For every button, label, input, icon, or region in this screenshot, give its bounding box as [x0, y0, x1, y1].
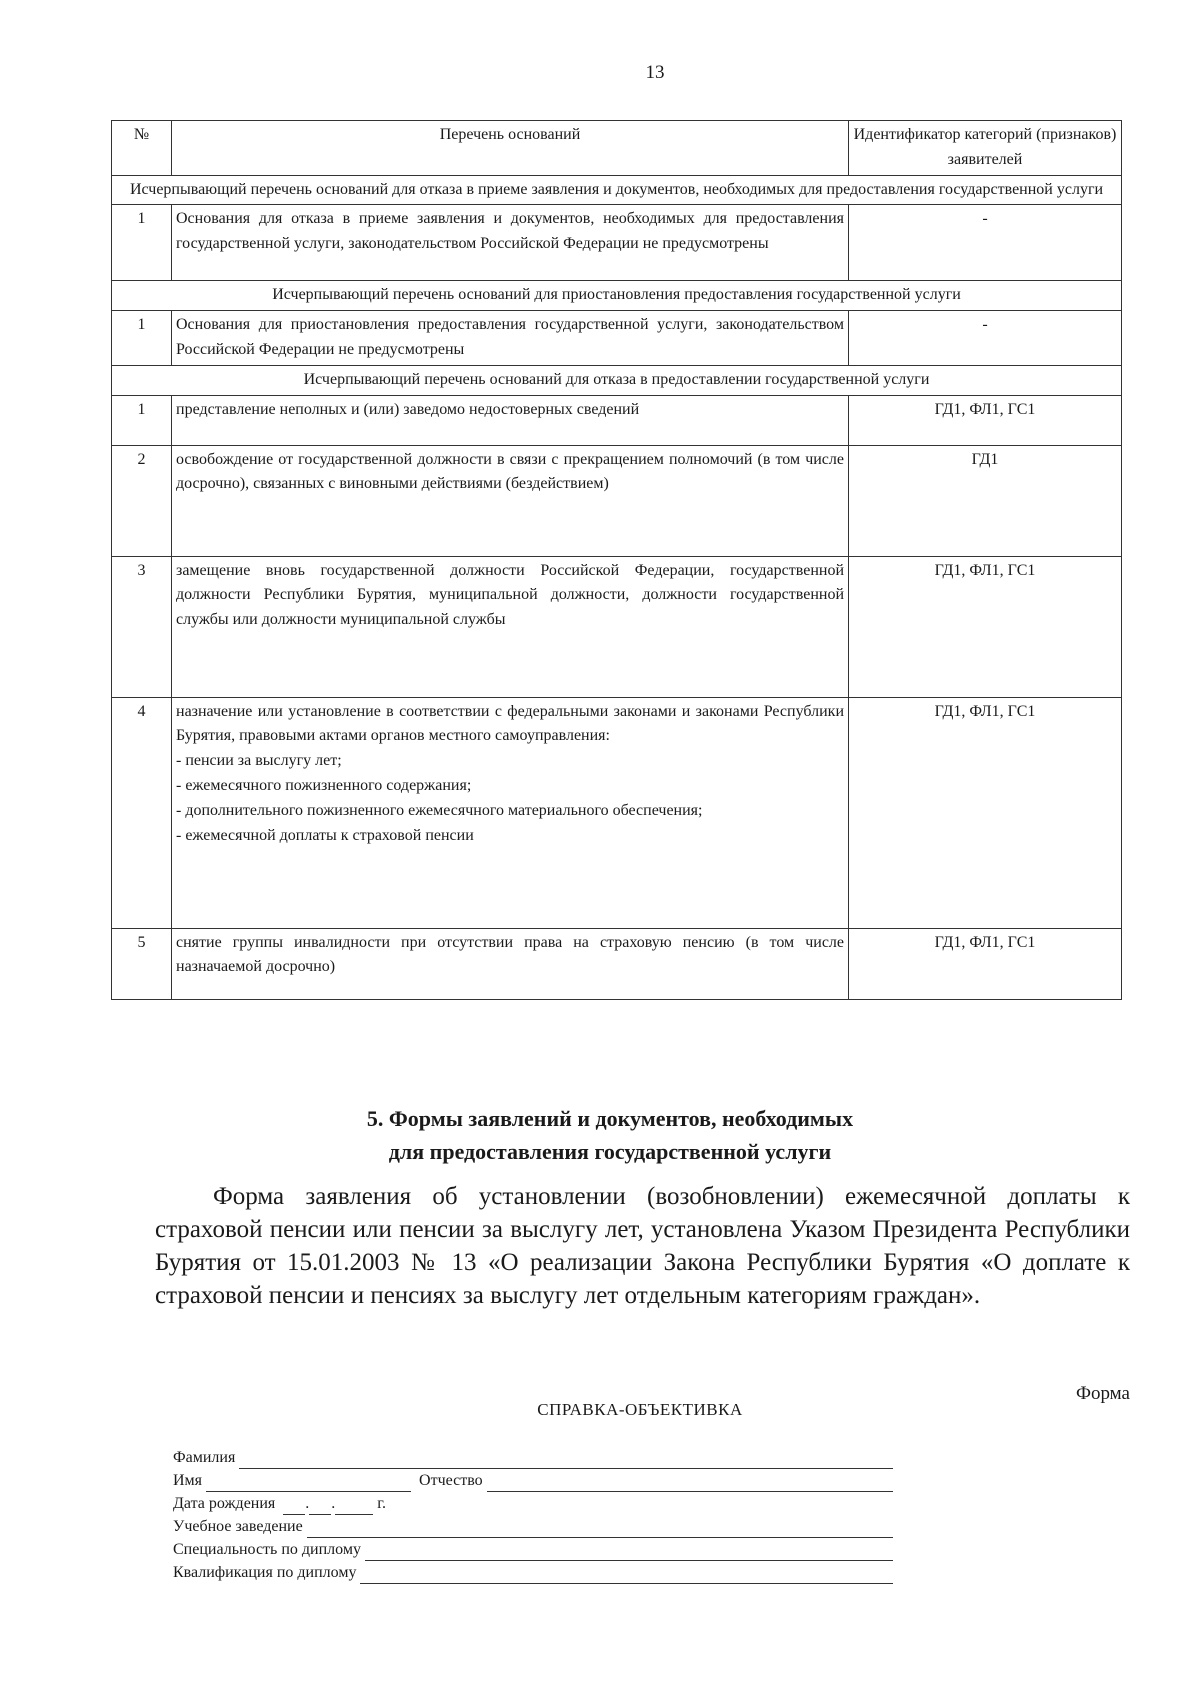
row-basis: представление неполных и (или) заведомо недостоверных сведений: [172, 395, 849, 445]
basis-item: - пенсии за выслугу лет;: [176, 752, 342, 770]
qualification-line: [173, 1561, 893, 1584]
table-row: [112, 556, 1122, 697]
row-basis: Основания для приостановления предоставления государственной услуги, законодательством Российской Федерации не предусмотрены: [172, 311, 849, 366]
row-ident: ГД1: [849, 445, 1122, 556]
row-num: 5: [112, 928, 172, 999]
row-num: 2: [112, 445, 172, 556]
page-number: 13: [645, 62, 665, 83]
school-label: Учебное заведение: [173, 1518, 303, 1535]
section-row-refusal-acceptance: [112, 175, 1122, 205]
section-heading-line: 5. Формы заявлений и документов, необходимых: [366, 1106, 854, 1131]
patronymic-field[interactable]: [487, 1475, 893, 1492]
birth-date-suffix: г.: [377, 1495, 387, 1512]
birth-month-field[interactable]: [309, 1500, 331, 1515]
row-ident: ГД1, ФЛ1, ГС1: [849, 928, 1122, 999]
row-num: 1: [112, 395, 172, 445]
birth-day-field[interactable]: [283, 1500, 305, 1515]
row-num: 4: [112, 697, 172, 928]
name-label: Имя: [173, 1472, 203, 1489]
basis-intro: назначение или установление в соответствии с федеральными законами и законами Республики Бурятия, правовыми актами органов местного самоуправления:: [176, 702, 844, 745]
table-row: [112, 205, 1122, 281]
row-ident: ГД1, ФЛ1, ГС1: [849, 395, 1122, 445]
table-header-row: [112, 121, 1122, 176]
basis-item: - дополнительного пожизненного ежемесячного материального обеспечения;: [176, 801, 703, 819]
basis-item: - ежемесячного пожизненного содержания;: [176, 776, 472, 794]
row-ident: -: [849, 311, 1122, 366]
row-basis: снятие группы инвалидности при отсутствии права на страховую пенсию (в том числе назначаемой досрочно): [172, 928, 849, 999]
section-title: Исчерпывающий перечень оснований для отказа в предоставлении государственной услуги: [112, 365, 1122, 395]
surname-line: [173, 1446, 893, 1469]
row-basis: замещение вновь государственной должности Российской Федерации, государственной должности Республики Бурятия, муниципальной должности, должности государственной службы или должности муниципальной службы: [172, 556, 849, 697]
birth-year-field[interactable]: [335, 1500, 373, 1515]
table-row: [112, 445, 1122, 556]
section-row-suspension: [112, 281, 1122, 311]
form-label: Форма: [1075, 1383, 1130, 1404]
qualification-field[interactable]: [360, 1567, 893, 1584]
table-row: [112, 697, 1122, 928]
school-line: [173, 1515, 893, 1538]
header-num: №: [112, 121, 172, 176]
header-ident: Идентификатор категорий (признаков) заявителей: [849, 121, 1122, 176]
table-row: [112, 395, 1122, 445]
grounds-table: [111, 120, 1122, 1000]
row-ident: ГД1, ФЛ1, ГС1: [849, 697, 1122, 928]
birth-date-label: Дата рождения: [173, 1495, 276, 1512]
row-basis: освобождение от государственной должности в связи с прекращением полномочий (в том числе досрочно), связанных с виновными действиями (бездействием): [172, 445, 849, 556]
name-line: [173, 1469, 893, 1492]
birth-date-line: [173, 1492, 893, 1515]
birth-date-group: Дата рождения . . г.: [173, 1492, 386, 1515]
table-row: [112, 311, 1122, 366]
row-ident: -: [849, 205, 1122, 281]
section-heading: [240, 1102, 980, 1168]
header-basis: Перечень оснований: [172, 121, 849, 176]
form-title: СПРАВКА-ОБЪЕКТИВКА: [537, 1400, 743, 1419]
specialty-label: Специальность по диплому: [173, 1541, 361, 1558]
specialty-line: [173, 1538, 893, 1561]
section-row-refusal-service: [112, 365, 1122, 395]
surname-field[interactable]: [239, 1452, 893, 1469]
school-field[interactable]: [307, 1521, 893, 1538]
section-title: Исчерпывающий перечень оснований для отказа в приеме заявления и документов, необходимых для предоставления государственной услуги: [112, 175, 1122, 205]
row-num: 1: [112, 311, 172, 366]
questionnaire: [173, 1446, 893, 1584]
table-row: [112, 928, 1122, 999]
row-ident: ГД1, ФЛ1, ГС1: [849, 556, 1122, 697]
patronymic-label: Отчество: [419, 1472, 483, 1489]
specialty-field[interactable]: [365, 1544, 893, 1561]
surname-label: Фамилия: [173, 1449, 236, 1466]
section-heading-line: для предоставления государственной услуги: [388, 1139, 832, 1164]
row-basis: [172, 697, 849, 928]
row-num: 3: [112, 556, 172, 697]
row-num: 1: [112, 205, 172, 281]
basis-item: - ежемесячной доплаты к страховой пенсии: [176, 826, 474, 844]
section-title: Исчерпывающий перечень оснований для приостановления предоставления государственной услуги: [112, 281, 1122, 311]
name-field[interactable]: [206, 1475, 411, 1492]
form-paragraph: Форма заявления об установлении (возобновлении) ежемесячной доплаты к страховой пенсии или пенсии за выслугу лет, установлена Указом Президента Республики Бурятия от 15.01.2003 № 13 «О реализации Закона Республики Бурятия «О доплате к страховой пенсии и пенсиях за выслугу лет отдельным категориям граждан».: [155, 1183, 1130, 1309]
row-basis: Основания для отказа в приеме заявления и документов, необходимых для предоставления государственной услуги, законодательством Российской Федерации не предусмотрены: [172, 205, 849, 281]
qualification-label: Квалификация по диплому: [173, 1564, 357, 1581]
